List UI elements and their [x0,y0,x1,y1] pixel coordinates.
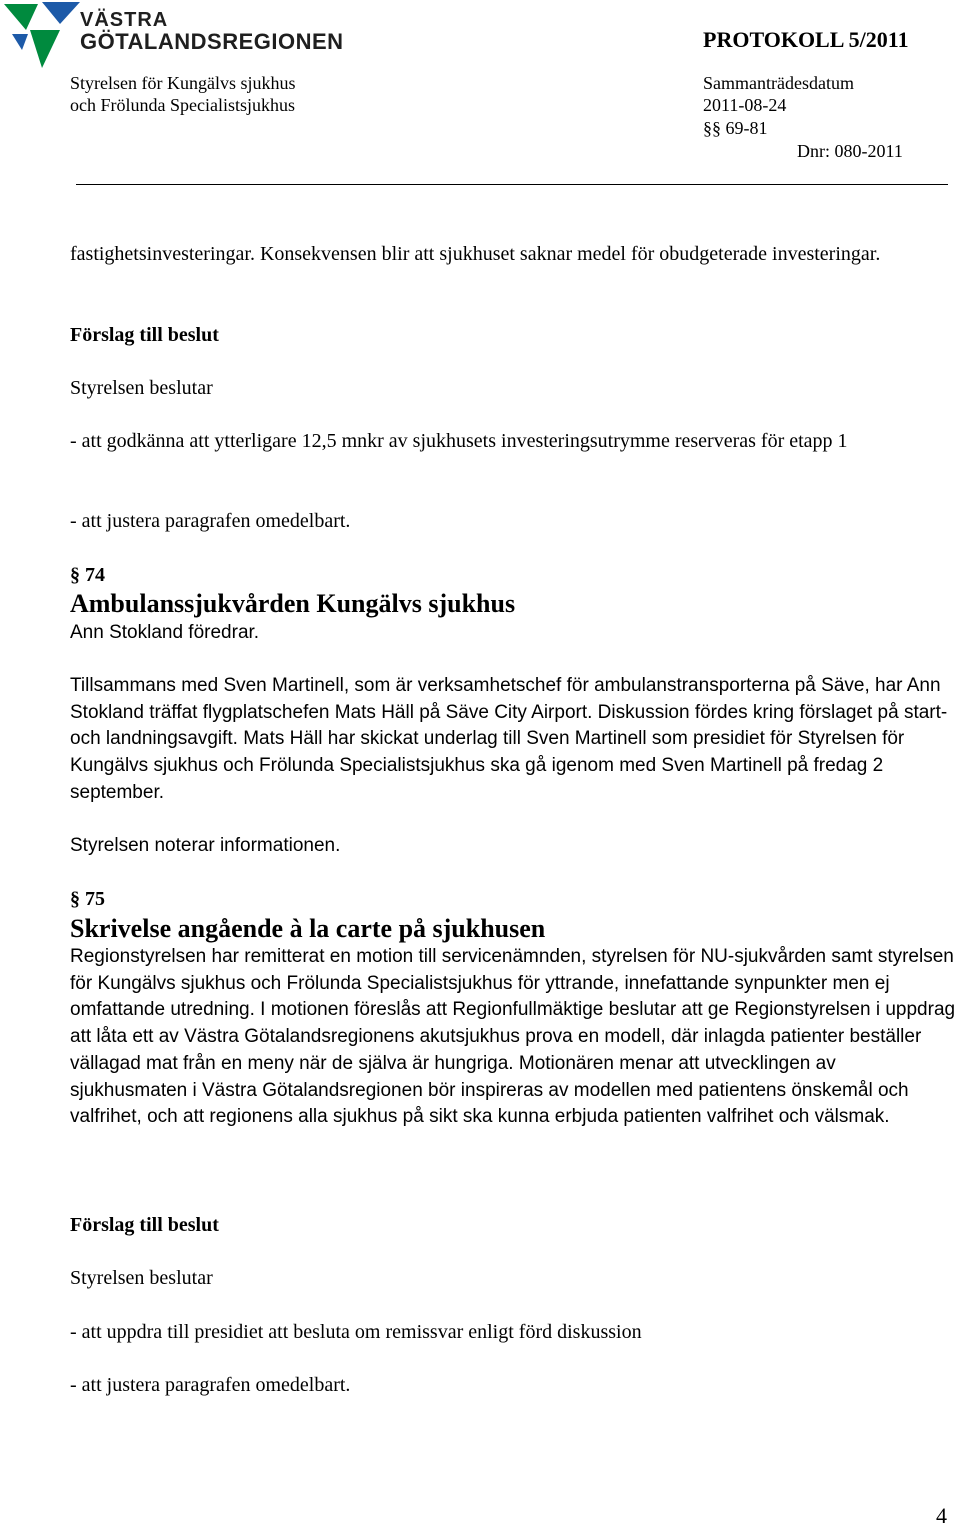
logo-line1: VÄSTRA [80,9,169,31]
proposal-heading-1: Förslag till beslut [70,324,219,346]
proposal-intro-1: Styrelsen beslutar [70,377,213,399]
org-line1: Styrelsen för Kungälvs sjukhus [70,73,296,93]
meeting-label: Sammanträdesdatum [703,73,854,93]
section-74-title: Ambulanssjukvården Kungälvs sjukhus [70,589,516,618]
section-75-number: § 75 [70,888,105,910]
proposal-item-2-2: - att justera paragrafen omedelbart. [70,1374,351,1396]
proposal-intro-2: Styrelsen beslutar [70,1267,213,1289]
protocol-number: PROTOKOLL 5/2011 [703,27,909,52]
section-74-presenter: Ann Stokland föredrar. [70,622,260,643]
org-line2: och Frölunda Specialistsjukhus [70,95,295,115]
vgregion-logo-icon [2,0,82,70]
proposal-heading-2: Förslag till beslut [70,1214,219,1236]
logo-line2: GÖTALANDSREGIONEN [80,29,344,54]
section-75-text: Regionstyrelsen har remitterat en motion till servicenämnden, styrelsen för NU-sjukvården samt styrelsen för Kungälvs sjukhus och Frölunda Specialistsjukhus för yttrande, innefattande synpunkter men ej omfattande utredning. I motionen föreslås att Regionfullmäktige beslutar att ge Regionstyrelsen i uppdrag att låta ett av Västra Götalandsregionens akutsjukhus prova en modell, där inlagda patienter beställer vällagad mat från en meny när de själva är hungriga. Motionären menar att utvecklingen av sjukhusmaten i Västra Götalandsregionen bör inspireras av modellen med patientens önskemål och valfrihet, och att regionens alla sjukhus på sikt ska kunna erbjuda patienten valfrihet och välsmak. [70,946,956,1128]
paragraph-range: §§ 69-81 [703,118,768,138]
proposal-item-1-1: - att godkänna att ytterligare 12,5 mnkr av sjukhusets investeringsutrymme reserveras för etapp 1 [70,430,848,452]
proposal-item-2-1: - att uppdra till presidiet att besluta om remissvar enligt förd diskussion [70,1321,642,1343]
section-75-title: Skrivelse angående à la carte på sjukhusen [70,914,546,943]
section-74-number: § 74 [70,564,105,586]
page-number: 4 [936,1503,947,1528]
dnr: Dnr: 080-2011 [797,141,903,161]
section-74-text: Tillsammans med Sven Martinell, som är verksamhetschef för ambulanstransporterna på Säve, har Ann Stokland träffat flygplatschefen Mats Häll på Säve City Airport. Diskussion fördes kring förslaget på start- och landningsavgift. Mats Häll har skickat underlag till Sven Martinell som presidiet för Styrelsen för Kungälvs sjukhus och Frölunda Specialistsjukhus ska gå igenom med Sven Martinell på fredag 2 september. [70,675,948,803]
proposal-item-1-2: - att justera paragrafen omedelbart. [70,510,351,532]
meeting-date: 2011-08-24 [703,95,787,115]
header-divider [76,184,948,185]
section-74-note: Styrelsen noterar informationen. [70,835,341,856]
continuation-text: fastighetsinvesteringar. Konsekvensen blir att sjukhuset saknar medel för obudgeterade investeringar. [70,243,881,265]
